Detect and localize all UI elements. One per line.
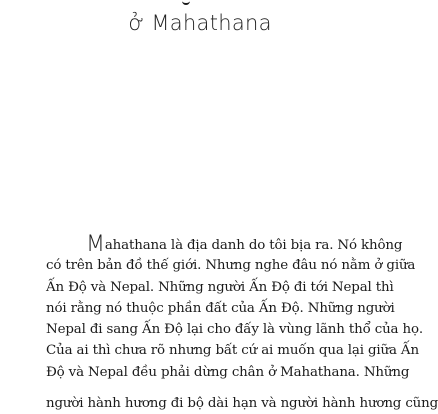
paragraph-line-2: có trên bản đồ thế giới. Nhưng nghe đâu nó nằm ở giữa	[46, 258, 416, 274]
paragraph-line-3: Ấn Độ và Nepal. Những người Ấn Độ đi tới Nepal thì	[46, 279, 394, 295]
paragraph-line-6: Của ai thì chưa rõ nhưng bất cứ ai muốn qua lại giữa Ấn	[46, 343, 419, 359]
paragraph-line-4: nói rằng nó thuộc phần đất của Ấn Độ. Những người	[46, 300, 395, 316]
truncated-title-glyph	[182, 0, 190, 5]
paragraph-line-7: Độ và Nepal đều phải dừng chân ở Mahathana. Những	[46, 364, 410, 380]
truncated-paragraph-line	[46, 393, 438, 411]
truncated-line-text: người hành hương đi bộ dài hạn và người hành hương cũng	[46, 396, 438, 411]
paragraph-line-5: Nepal đi sang Ấn Độ lại cho đấy là vùng lãnh thổ của họ.	[46, 322, 423, 338]
body-paragraph	[46, 232, 423, 383]
paragraph-line-text: ahathana là địa danh do tôi bịa ra. Nó không	[104, 238, 403, 253]
drop-initial: M	[86, 232, 105, 257]
paragraph-line-1	[46, 232, 403, 257]
chapter-title: ở Mahathana	[128, 11, 272, 35]
